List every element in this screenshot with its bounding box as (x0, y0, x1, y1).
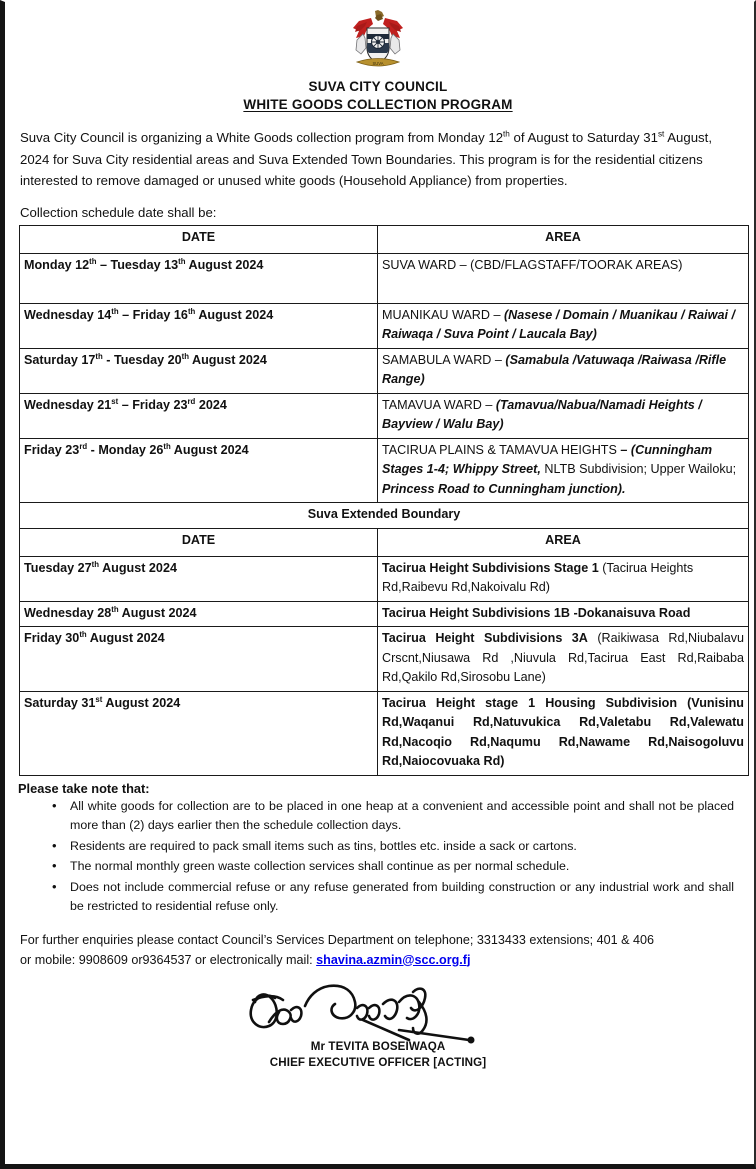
table-header-row-extended (20, 528, 749, 556)
list-item: • Residents are required to pack small items such as tins, bottles etc. inside a sack or cartons. (52, 837, 742, 857)
cell-area: SUVA WARD – (CBD/FLAGSTAFF/TOORAK AREAS) (378, 253, 749, 303)
signature-block (14, 978, 742, 1082)
intro-paragraph: Suva City Council is organizing a White Goods collection program from Monday 12th of August to Saturday 31st August, 2024 for Suva City residential areas and Suva Extended Town Boundaries. This program is for the residential citizens interested to remove damaged or unused white goods (Household Appliance) from properties. (20, 129, 712, 188)
contact-line-1: For further enquiries please contact Council’s Services Department on telephone; 3313433 extensions; 401 & 406 (20, 932, 655, 947)
notes-list (14, 797, 742, 917)
cell-date: Wednesday 21st – Friday 23rd 2024 (20, 393, 378, 438)
cell-area: MUANIKAU WARD – (Nasese / Domain / Muanikau / Raiwai / Raiwaqa / Suva Point / Laucala Bay) (378, 303, 749, 348)
cell-area: Tacirua Height Subdivisions 3A (Raikiwasa Rd,Niubalavu Crscnt,Niusawa Rd ,Niuvula Rd,Tacirua East Rd,Raibaba Rd,Qakilo Rd,Sirosobu Lane) (378, 627, 749, 692)
cell-date: Friday 23rd - Monday 26th August 2024 (20, 438, 378, 503)
notes-title: Please take note that: (18, 780, 150, 796)
cell-area: TAMAVUA WARD – (Tamavua/Nabua/Namadi Heights / Bayview / Walu Bay) (378, 393, 749, 438)
cell-date: Saturday 17th - Tuesday 20th August 2024 (20, 348, 378, 393)
page-title: SUVA CITY COUNCIL (308, 79, 448, 94)
email-link[interactable]: shavina.azmin@scc.org.fj (316, 952, 471, 967)
collection-schedule-table (19, 225, 749, 776)
list-item: • Does not include commercial refuse or any refuse generated from building construction or any industrial work and shall be restricted to residential refuse only. (52, 878, 742, 917)
section-heading-extended-boundary: Suva Extended Boundary (20, 503, 749, 529)
contact-line-2-prefix: or mobile: 9908609 or9364537 or electronically mail: (20, 952, 317, 967)
table-row (20, 627, 749, 692)
schedule-lead-in: Collection schedule date shall be: (20, 204, 217, 220)
table-row (20, 303, 749, 348)
cell-area: TACIRUA PLAINS & TAMAVUA HEIGHTS – (Cunningham Stages 1-4; Whippy Street, NLTB Subdivision; Upper Wailoku; Princess Road to Cunningham junction). (378, 438, 749, 503)
table-row (20, 253, 749, 303)
cell-area: Tacirua Height Subdivisions 1B -Dokanaisuva Road (378, 601, 749, 627)
column-header-date: DATE (20, 225, 378, 253)
table-row (20, 438, 749, 503)
page-subtitle-text: WHITE GOODS COLLECTION PROGRAM (243, 97, 513, 112)
table-row (20, 393, 749, 438)
page-subtitle (14, 96, 742, 114)
table-row (20, 556, 749, 601)
cell-date: Tuesday 27th August 2024 (20, 556, 378, 601)
table-row (20, 601, 749, 627)
cell-date: Wednesday 14th – Friday 16th August 2024 (20, 303, 378, 348)
section-heading-row (20, 503, 749, 529)
handwritten-signature-icon (213, 978, 543, 1048)
column-header-area-extended: AREA (378, 528, 749, 556)
cell-date: Wednesday 28th August 2024 (20, 601, 378, 627)
table-row (20, 691, 749, 775)
coat-of-arms-icon (347, 10, 409, 74)
svg-text:SUVA: SUVA (372, 61, 384, 67)
cell-date: Monday 12th – Tuesday 13th August 2024 (20, 253, 378, 303)
contact-paragraph (20, 930, 738, 970)
cell-date: Saturday 31st August 2024 (20, 691, 378, 775)
signer-name: Mr TEVITA BOSEIWAQA (310, 1039, 446, 1053)
cell-area: Tacirua Height Subdivisions Stage 1 (Tacirua Heights Rd,Raibevu Rd,Nakoivalu Rd) (378, 556, 749, 601)
list-item: • The normal monthly green waste collection services shall continue as per normal schedule. (52, 857, 742, 877)
signer-role: CHIEF EXECUTIVE OFFICER [ACTING] (269, 1055, 487, 1069)
table-row (20, 348, 749, 393)
column-header-area: AREA (378, 225, 749, 253)
column-header-date-extended: DATE (20, 528, 378, 556)
crest-container (14, 10, 742, 76)
cell-area: Tacirua Height stage 1 Housing Subdivision (Vunisinu Rd,Waqanui Rd,Natuvukica Rd,Valetabu Rd,Valewatu Rd,Nacoqio Rd,Naqumu Rd,Nawame Rd,Naisogoluvu Rd,Naiocovuaka Rd) (378, 691, 749, 775)
table-header-row (20, 225, 749, 253)
cell-area: SAMABULA WARD – (Samabula /Vatuwaqa /Raiwasa /Rifle Range) (378, 348, 749, 393)
list-item: • All white goods for collection are to be placed in one heap at a convenient and accessible point and shall not be placed more than (2) days earlier then the schedule collection days. (52, 797, 742, 836)
cell-date: Friday 30th August 2024 (20, 627, 378, 692)
